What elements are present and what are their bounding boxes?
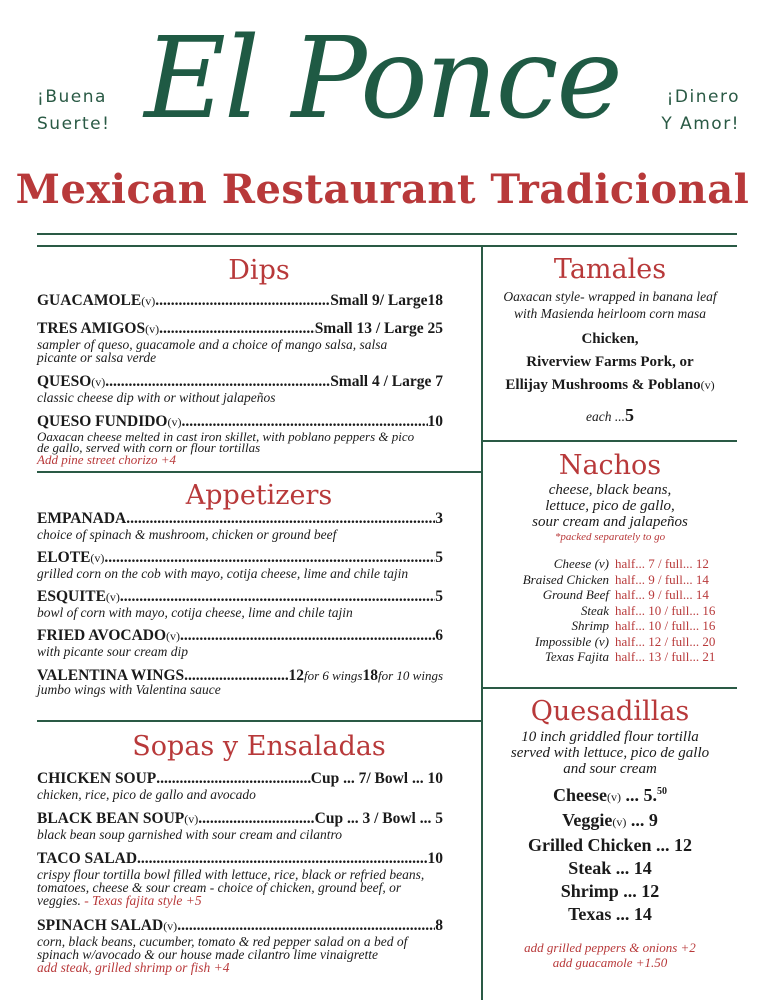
menu-item-taco-salad — [37, 850, 443, 907]
menu-item-elote — [37, 549, 443, 580]
nachos-name: Texas Fajita — [544, 649, 609, 664]
quesadilla-row — [483, 780, 737, 809]
nachos-price-list — [483, 556, 737, 665]
menu-item-tres-amigos — [37, 320, 443, 364]
item-price-6: 12 — [288, 667, 304, 684]
item-price: Small 4 / Large 7 — [330, 373, 443, 390]
nachos-row — [483, 634, 737, 650]
item-addon: - Texas fajita style +5 — [84, 893, 202, 908]
item-description: with picante sour cream dip — [37, 644, 188, 659]
item-name: VALENTINA WINGS — [37, 667, 185, 684]
item-description: chicken, rice, pico de gallo and avocado — [37, 787, 256, 802]
item-addon: Add pine street chorizo +4 — [37, 452, 176, 467]
tamales-option-3: Ellijay Mushrooms & Poblano — [505, 377, 701, 393]
section-quesadillas — [483, 696, 737, 970]
quesadilla-row — [483, 903, 737, 926]
quesadilla-name: Cheese — [553, 785, 607, 805]
item-price: Cup ... 7/ Bowl ... 10 — [310, 770, 443, 787]
menu-item-queso-fundido — [37, 413, 443, 466]
menu-item-spinach-salad — [37, 917, 443, 974]
quesadilla-row — [483, 834, 737, 857]
nachos-row — [483, 556, 737, 572]
nachos-desc-2: lettuce, pico de gallo, — [545, 498, 675, 514]
quesadillas-price-list — [483, 780, 737, 926]
nachos-price: half... 7 / full... 12 — [615, 556, 709, 571]
nachos-price: half... 10 / full... 16 — [615, 602, 716, 618]
vegetarian-mark: (v) — [700, 378, 715, 392]
tamales-each-label: each ... — [586, 409, 625, 424]
quesadilla-price: ... 5. — [620, 785, 657, 805]
item-name: FRIED AVOCADO — [37, 627, 167, 644]
item-description: sampler of queso, guacamole and a choice of mango salsa, salsa picante or salsa verde — [37, 337, 388, 365]
vegetarian-mark: (v) — [167, 415, 182, 429]
item-name: TRES AMIGOS — [37, 320, 146, 337]
vegetarian-mark: (v) — [184, 812, 199, 826]
section-title-sopas: Sopas y Ensaladas — [132, 731, 386, 762]
quesadilla-price: ... 9 — [626, 810, 658, 830]
section-title-nachos: Nachos — [558, 450, 662, 481]
item-name: ESQUITE — [37, 588, 106, 605]
item-description: corn, black beans, cucumber, tomato & red pepper salad on a bed of spinach w/avocado & our house made cilantro lime vinaigrette — [37, 934, 408, 962]
restaurant-logo: El Ponce — [144, 14, 621, 144]
quesadilla-price: ... 12 — [651, 835, 692, 855]
vegetarian-mark: (v) — [163, 919, 178, 933]
quesadilla-price: ... 14 — [611, 858, 652, 878]
item-price: 6 — [435, 627, 443, 644]
quesadillas-desc-1: 10 inch griddled flour tortilla — [521, 729, 699, 745]
menu-item-esquite — [37, 588, 443, 619]
quesadillas-desc-3: and sour cream — [563, 761, 657, 777]
item-price: 5 — [435, 588, 443, 605]
divider-dips-appetizers — [37, 471, 481, 473]
quesadilla-name: Steak — [568, 858, 612, 878]
quesadilla-row — [483, 809, 737, 834]
menu-item-empanada — [37, 510, 443, 541]
item-description: jumbo wings with Valentina sauce — [37, 682, 221, 697]
nachos-name: Steak — [580, 602, 609, 618]
item-name: BLACK BEAN SOUP — [37, 810, 185, 827]
section-title-appetizers: Appetizers — [185, 480, 333, 511]
item-price-10: 18 — [362, 667, 378, 684]
item-name: ELOTE — [37, 549, 91, 566]
nachos-price: half... 12 / full... 20 — [615, 633, 716, 649]
tagline-right-line-2: Y Amor! — [661, 114, 740, 134]
vegetarian-mark: (v) — [105, 590, 120, 604]
item-price-note-6: for 6 wings — [303, 668, 363, 683]
quesadilla-price: ... 14 — [611, 904, 652, 924]
item-name: EMPANADA — [37, 510, 127, 527]
divider-nachos-quesadillas — [481, 687, 737, 689]
tamales-option-1: Chicken, — [581, 331, 639, 347]
nachos-row — [483, 649, 737, 665]
quesadillas-desc-2: served with lettuce, pico de gallo — [510, 745, 710, 761]
item-name: TACO SALAD — [37, 850, 138, 867]
menu-item-valentina-wings — [37, 667, 443, 695]
section-title-tamales: Tamales — [553, 254, 667, 285]
item-name: CHICKEN SOUP — [37, 770, 157, 787]
section-title-dips: Dips — [228, 255, 290, 286]
menu-item-guacamole — [37, 292, 443, 310]
item-name: SPINACH SALAD — [37, 917, 164, 934]
quesadilla-name: Grilled Chicken — [527, 835, 652, 855]
divider-appetizers-sopas — [37, 720, 481, 722]
vegetarian-mark: (v) — [612, 815, 627, 829]
section-title-quesadillas: Quesadillas — [530, 696, 690, 727]
header-rule-bottom — [37, 245, 737, 247]
menu-item-queso — [37, 373, 443, 404]
nachos-name: Cheese (v) — [553, 556, 609, 571]
item-price: 5 — [435, 549, 443, 566]
item-price: 8 — [435, 917, 443, 934]
vegetarian-mark: (v) — [166, 629, 181, 643]
nachos-row — [483, 603, 737, 619]
item-description: Oaxacan cheese melted in cast iron skillet, with poblano peppers & pico de gallo, served with corn or flour tortillas — [37, 429, 415, 455]
nachos-row — [483, 572, 737, 588]
header-rule-top — [37, 233, 737, 235]
nachos-price: half... 9 / full... 14 — [615, 571, 709, 587]
quesadilla-row — [483, 857, 737, 880]
quesadilla-name: Texas — [568, 904, 612, 924]
nachos-name: Braised Chicken — [522, 571, 609, 587]
vegetarian-mark: (v) — [145, 322, 160, 336]
nachos-price: half... 9 / full... 14 — [615, 587, 709, 602]
nachos-desc-3: sour cream and jalapeños — [532, 514, 688, 530]
item-price: 3 — [435, 510, 443, 527]
nachos-price: half... 13 / full... 21 — [615, 649, 716, 664]
vegetarian-mark: (v) — [90, 551, 105, 565]
quesadilla-price: ... 12 — [618, 881, 660, 901]
nachos-desc-1: cheese, black beans, — [548, 482, 672, 498]
nachos-row — [483, 618, 737, 634]
quesadillas-addon-2: add guacamole +1.50 — [552, 955, 668, 970]
quesadilla-price-cents: 50 — [656, 786, 667, 797]
item-description: bowl of corn with mayo, cotija cheese, lime and chile tajin — [37, 605, 353, 620]
quesadilla-name: Veggie — [562, 810, 613, 830]
item-description: grilled corn on the cob with mayo, cotija cheese, lime and chile tajin — [37, 566, 409, 581]
divider-tamales-nachos — [481, 440, 737, 442]
item-price: Small 9/ Large18 — [330, 292, 443, 309]
item-price-note-10: for 10 wings — [377, 668, 443, 683]
item-description: crispy flour tortilla bowl filled with lettuce, rice, black or refried beans, tomatoes, cheese & sour cream - choice of chicken, ground beef, or veggies. — [37, 867, 425, 908]
item-price: Cup ... 3 / Bowl ... 5 — [314, 810, 443, 827]
menu-item-black-bean-soup — [37, 810, 443, 841]
restaurant-subtitle: Mexican Restaurant Tradicional — [15, 166, 750, 213]
item-name: QUESO — [37, 373, 92, 390]
nachos-name: Shrimp — [571, 618, 609, 633]
nachos-name: Impossible (v) — [534, 633, 609, 649]
item-price: 10 — [427, 413, 443, 430]
item-description: classic cheese dip with or without jalapeños — [37, 390, 276, 405]
tamales-desc-1: Oaxacan style- wrapped in banana leaf — [503, 289, 717, 304]
vegetarian-mark: (v) — [606, 790, 621, 804]
nachos-row — [483, 587, 737, 603]
section-nachos — [483, 450, 737, 665]
item-description: choice of spinach & mushroom, chicken or ground beef — [37, 527, 337, 542]
nachos-price: half... 10 / full... 16 — [615, 618, 716, 633]
item-name: GUACAMOLE — [37, 292, 142, 309]
section-tamales — [483, 254, 737, 426]
quesadillas-addon-1: add grilled peppers & onions +2 — [524, 940, 696, 955]
quesadilla-row — [483, 880, 737, 903]
vegetarian-mark: (v) — [141, 294, 156, 308]
tagline-left-line-2: Suerte! — [37, 114, 111, 134]
tagline-right-line-1: ¡Dinero — [666, 87, 740, 107]
nachos-name: Ground Beef — [542, 587, 609, 602]
menu-item-fried-avocado — [37, 627, 443, 658]
vegetarian-mark: (v) — [91, 375, 106, 389]
menu-item-chicken-soup — [37, 770, 443, 801]
item-addon: add steak, grilled shrimp or fish +4 — [37, 960, 230, 975]
item-description: black bean soup garnished with sour cream and cilantro — [37, 827, 342, 842]
tamales-price: 5 — [624, 405, 634, 425]
tagline-left-line-1: ¡Buena — [37, 87, 107, 107]
item-name: QUESO FUNDIDO — [37, 413, 168, 430]
tamales-option-2: Riverview Farms Pork, or — [526, 354, 694, 370]
item-price: 10 — [427, 850, 443, 867]
nachos-note: *packed separately to go — [554, 531, 666, 543]
item-price: Small 13 / Large 25 — [314, 320, 443, 337]
tamales-desc-2: with Masienda heirloom corn masa — [514, 306, 706, 321]
quesadilla-name: Shrimp — [560, 881, 619, 901]
